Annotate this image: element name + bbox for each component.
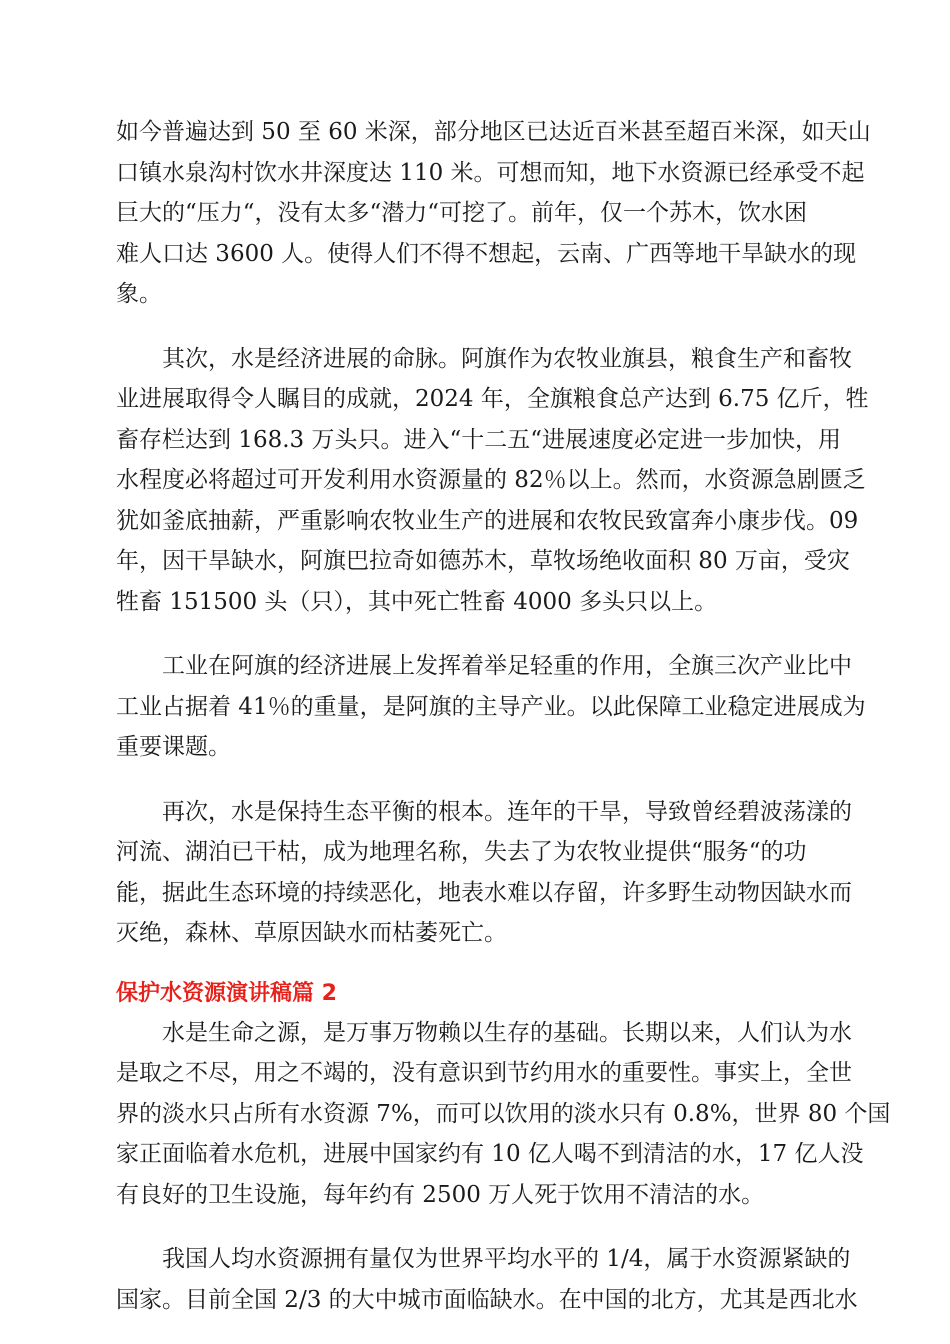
- document-body: [116, 112, 891, 1344]
- text-line: 灭绝，森林、草原因缺水而枯萎死亡。: [116, 920, 507, 946]
- text-line: 我国人均水资源拥有量仅为世界平均水平的 1/4，属于水资源紧缺的: [116, 1246, 851, 1272]
- text-line: 巨大的“压力“，没有太多“潜力“可挖了。前年，仅一个苏木，饮水困: [116, 200, 808, 226]
- text-line: 工业在阿旗的经济进展上发挥着举足轻重的作用，全旗三次产业比中: [116, 653, 852, 679]
- section-heading: 保护水资源演讲稿篇 2: [116, 980, 337, 1006]
- text-line: 水程度必将超过可开发利用水资源量的 82％以上。然而，水资源急剧匮乏: [116, 467, 866, 493]
- paragraph-ecology: [116, 792, 852, 954]
- paragraph-economy-lifeline: [116, 339, 869, 623]
- text-line: 难人口达 3600 人。使得人们不得不想起，云南、广西等地干旱缺水的现: [116, 240, 857, 267]
- text-line: 河流、湖泊已干枯，成为地理名称，失去了为农牧业提供“服务“的功: [116, 839, 807, 865]
- text-line: 界的淡水只占所有水资源 7%，而可以饮用的淡水只有 0.8%，世界 80 个国: [116, 1100, 891, 1127]
- text-line: 口镇水泉沟村饮水井深度达 110 米。可想而知，地下水资源已经承受不起: [116, 159, 865, 186]
- paragraph-groundwater-depth: [116, 112, 871, 315]
- paragraph-source-of-life: [116, 1013, 891, 1216]
- text-line: 是取之不尽，用之不竭的，没有意识到节约用水的重要性。事实上，全世: [116, 1060, 852, 1086]
- text-line: 能，据此生态环境的持续恶化，地表水难以存留，许多野生动物因缺水而: [116, 879, 852, 906]
- text-line: 如今普遍达到 50 至 60 米深，部分地区已达近百米甚至超百米深，如天山: [116, 119, 871, 145]
- text-line: 重要课题。: [116, 734, 231, 760]
- paragraph-industry: [116, 646, 866, 768]
- text-line: 其次，水是经济进展的命脉。阿旗作为农牧业旗县，粮食生产和畜牧: [116, 345, 852, 372]
- text-line: 有良好的卫生设施，每年约有 2500 万人死于饮用不清洁的水。: [116, 1181, 765, 1208]
- text-line: 工业占据着 41％的重量，是阿旗的主导产业。以此保障工业稳定进展成为: [116, 693, 866, 720]
- text-line: 畜存栏达到 168.3 万头只。进入“十二五“进展速度必定进一步加快，用: [116, 426, 841, 453]
- text-line: 象。: [116, 281, 162, 307]
- text-line: 牲畜 151500 头（只），其中死亡牲畜 4000 多头只以上。: [116, 588, 718, 615]
- text-line: 再次，水是保持生态平衡的根本。连年的干旱，导致曾经碧波荡漾的: [116, 798, 852, 825]
- text-line: 业进展取得令人瞩目的成就，2024 年，全旗粮食总产达到 6.75 亿斤，牲: [116, 386, 869, 412]
- text-line: 犹如釜底抽薪，严重影响农牧业生产的进展和农牧民致富奔小康步伐。09: [116, 507, 859, 534]
- text-line: 家正面临着水危机，进展中国家约有 10 亿人喝不到清洁的水，17 亿人没: [116, 1141, 864, 1167]
- text-line: 水是生命之源，是万事万物赖以生存的基础。长期以来，人们认为水: [116, 1019, 852, 1046]
- text-line: 年，因干旱缺水，阿旗巴拉奇如德苏木，草牧场绝收面积 80 万亩，受灾: [116, 548, 850, 574]
- paragraph-china-water-shortage: [116, 1239, 858, 1320]
- text-line: 国家。目前全国 2/3 的大中城市面临缺水。在中国的北方，尤其是西北水: [116, 1286, 858, 1313]
